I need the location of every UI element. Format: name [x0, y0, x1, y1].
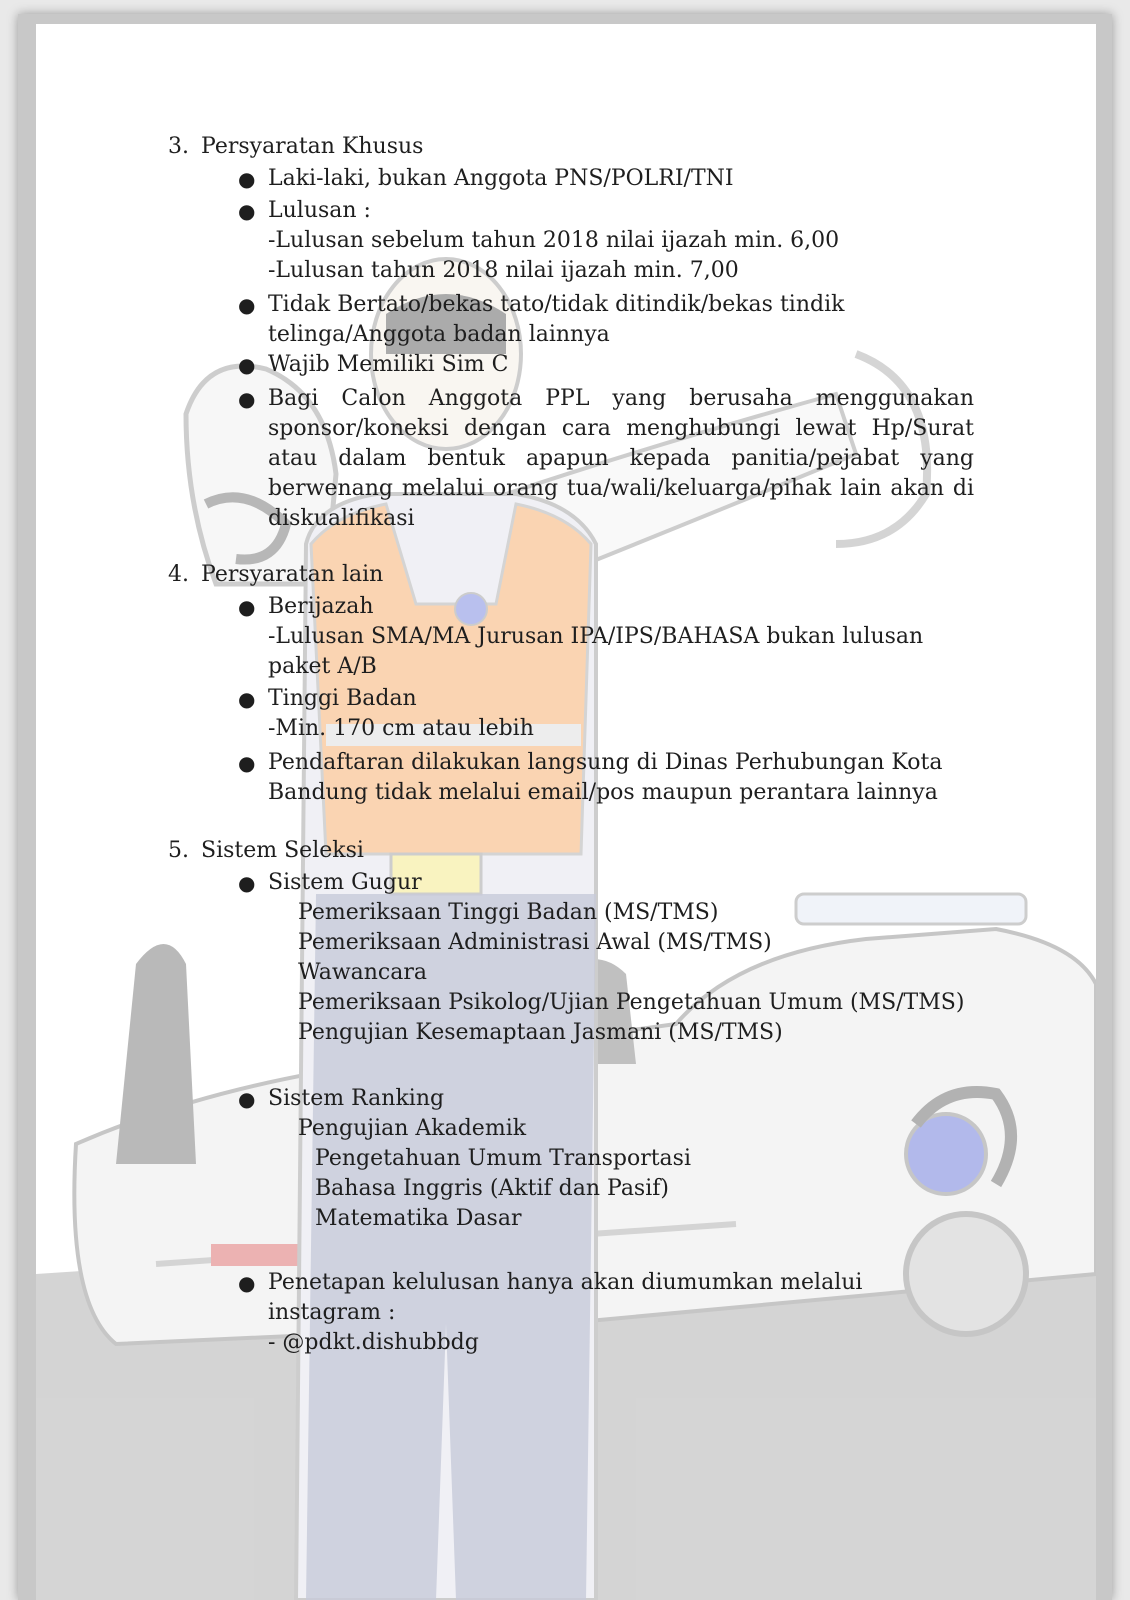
item-text: Pendaftaran dilakukan langsung di Dinas Perhubungan Kota Bandung tidak melalui email/pos maupun perantara lainnya [268, 750, 943, 805]
item-text: Tinggi Badan [268, 686, 417, 711]
list-item [168, 384, 1028, 534]
section-sistem-seleksi [168, 836, 1028, 1358]
instagram-handle: - @pdkt.dishubbdg [268, 1330, 479, 1355]
list-item [168, 592, 1028, 682]
item-text: Sistem Ranking [268, 1086, 445, 1111]
item-text: Penetapan kelulusan hanya akan diumumkan melalui instagram : [268, 1270, 863, 1325]
section-title: Persyaratan lain [201, 562, 384, 587]
section-title: Persyaratan Khusus [201, 134, 424, 159]
bullet-icon: ● [238, 687, 256, 711]
bullet-icon: ● [238, 167, 256, 191]
item-subline: -Min. 170 cm atau lebih [268, 716, 534, 741]
bullet-icon: ● [238, 387, 256, 411]
list-item [168, 868, 1028, 1048]
item-subline: Wawancara [298, 960, 428, 985]
list-item [168, 290, 1028, 350]
item-subline: Pengetahuan Umum Transportasi [315, 1146, 691, 1171]
section-title: Sistem Seleksi [201, 838, 364, 863]
bullet-icon: ● [238, 353, 256, 377]
document-content [36, 24, 1096, 1600]
list-item [168, 684, 1028, 744]
item-subline: Matematika Dasar [315, 1206, 522, 1231]
item-text: Wajib Memiliki Sim C [268, 352, 509, 377]
bullet-icon: ● [238, 293, 256, 317]
item-subline: -Lulusan tahun 2018 nilai ijazah min. 7,00 [268, 258, 739, 283]
section-number: 5. [168, 838, 189, 863]
item-subline: Pemeriksaan Administrasi Awal (MS/TMS) [298, 930, 772, 955]
item-text: Lulusan : [268, 198, 371, 223]
section-persyaratan-lain [168, 560, 1028, 808]
item-subline: Pengujian Akademik [298, 1116, 527, 1141]
bullet-icon: ● [238, 1087, 256, 1111]
list-item [168, 1084, 1028, 1234]
item-text: Bagi Calon Anggota PPL yang berusaha menggunakan sponsor/koneksi dengan cara menghubungi lewat Hp/Surat atau dalam bentuk apapun kepada panitia/pejabat yang berwenang melalui orang tua/wali/keluarga/pihak lain akan di diskualifikasi [268, 386, 974, 531]
item-text: Laki-laki, bukan Anggota PNS/POLRI/TNI [268, 166, 734, 191]
item-subline: Pengujian Kesemaptaan Jasmani (MS/TMS) [298, 1020, 783, 1045]
bullet-icon: ● [238, 595, 256, 619]
section-number: 3. [168, 134, 189, 159]
item-subline: -Lulusan sebelum tahun 2018 nilai ijazah min. 6,00 [268, 228, 840, 253]
document-page [36, 24, 1096, 1600]
item-list [168, 868, 1028, 1358]
item-list [168, 592, 1028, 808]
item-subline: Pemeriksaan Psikolog/Ujian Pengetahuan Umum (MS/TMS) [298, 990, 965, 1015]
section-number: 4. [168, 562, 189, 587]
list-item [168, 350, 1028, 380]
list-item [168, 196, 1028, 286]
list-item [168, 748, 1028, 808]
bullet-icon: ● [238, 871, 256, 895]
item-list [168, 164, 1028, 534]
bullet-icon: ● [238, 199, 256, 223]
bullet-icon: ● [238, 1271, 256, 1295]
item-subline: Pemeriksaan Tinggi Badan (MS/TMS) [298, 900, 719, 925]
item-text: Berijazah [268, 594, 374, 619]
list-item [168, 164, 1028, 194]
item-subline: Bahasa Inggris (Aktif dan Pasif) [315, 1176, 669, 1201]
section-persyaratan-khusus [168, 132, 1028, 534]
item-subline: -Lulusan SMA/MA Jurusan IPA/IPS/BAHASA bukan lulusan paket A/B [268, 624, 924, 679]
item-text: Sistem Gugur [268, 870, 422, 895]
item-text: Tidak Bertato/bekas tato/tidak ditindik/bekas tindik telinga/Anggota badan lainnya [268, 292, 845, 347]
list-item [168, 1268, 1028, 1358]
bullet-icon: ● [238, 751, 256, 775]
